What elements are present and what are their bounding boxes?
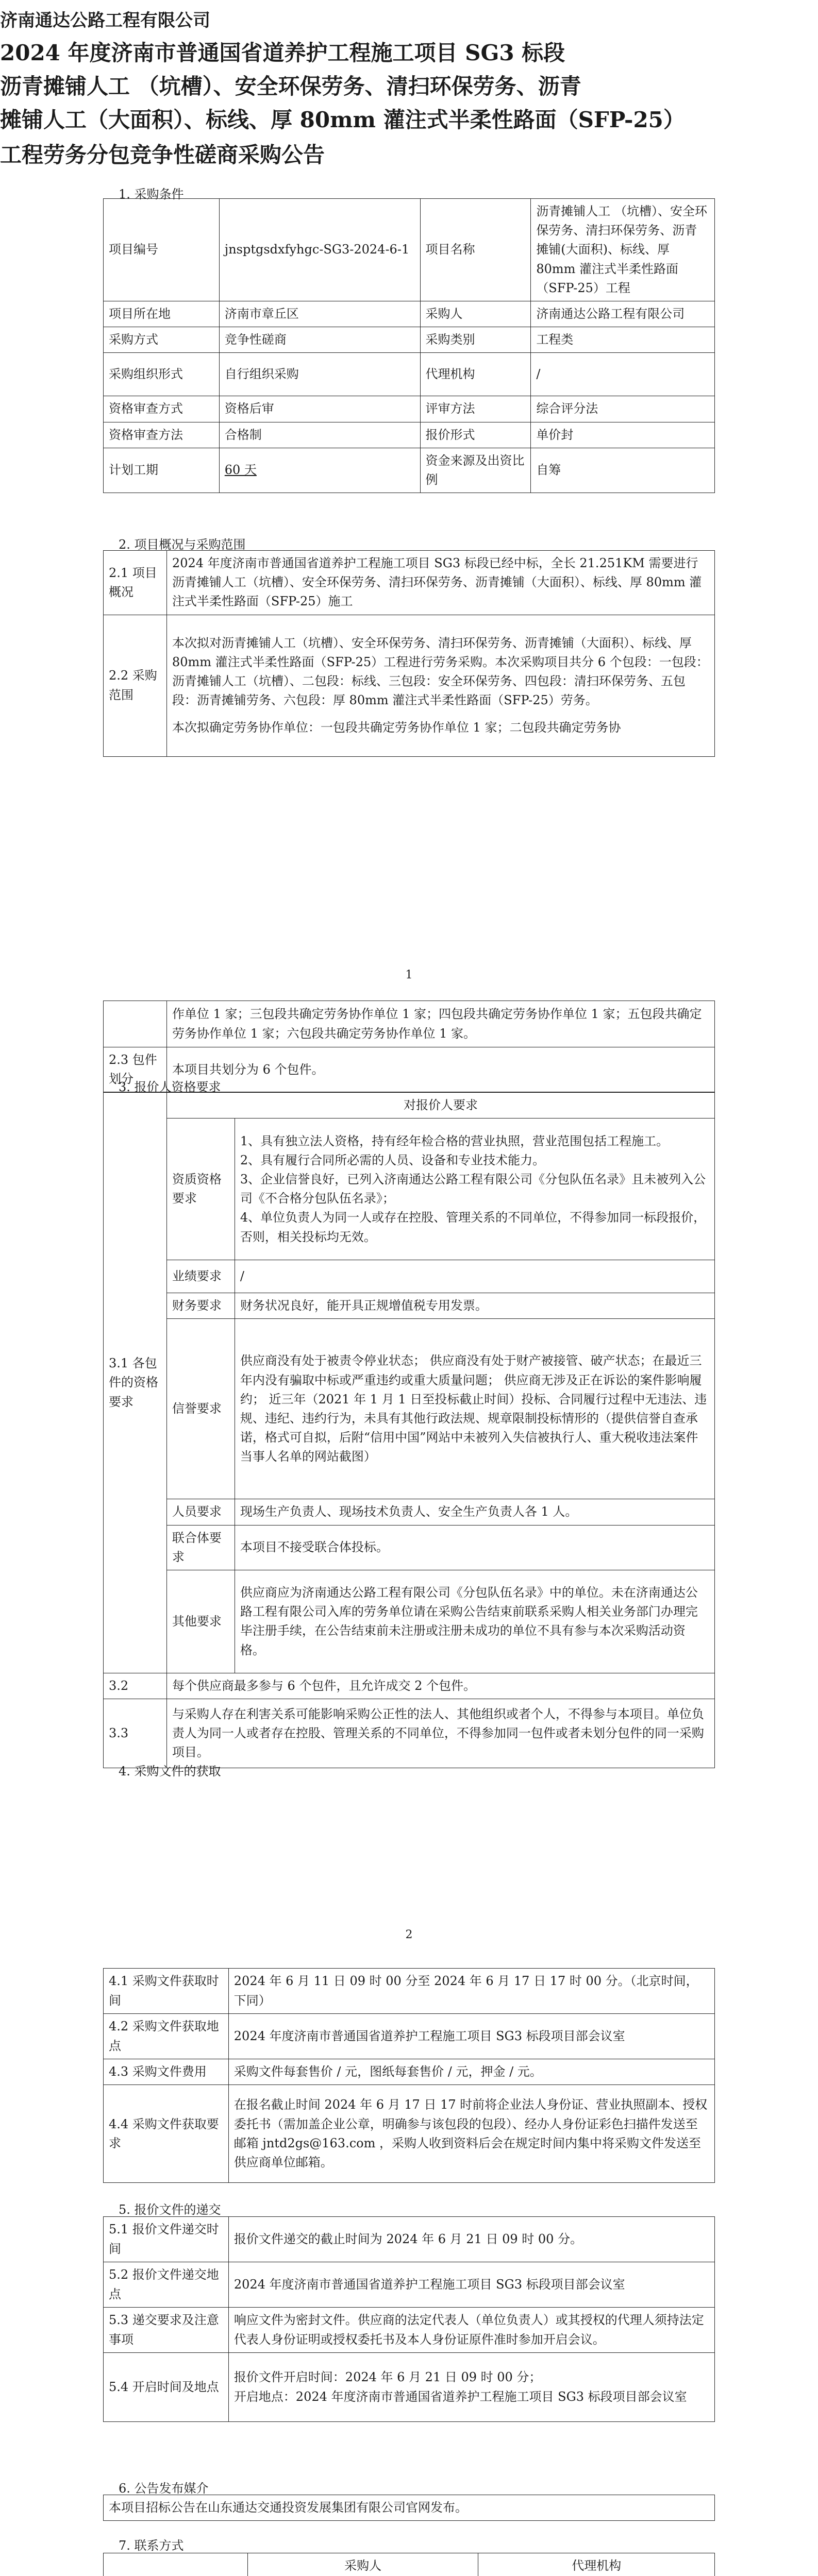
scope-text: 本次拟对沥青摊铺人工（坑槽）、安全环保劳务、清扫环保劳务、沥青摊铺（大面积）、标线、厚 80mm 灌注式半柔性路面（SFP-25）工程进行劳务采购。本次采购项目共分 6 个包段：一包段： 沥青摊铺人工（坑槽）、二包段：标线、三包段：安全环保劳务、四包段：清扫环保劳务、五包段：沥青摊铺劳务、六包段：厚 80mm 灌注式半柔性路面（SFP-25）劳务。 xyxy=(172,635,709,708)
label-opening: 5.4 开启时间及地点 xyxy=(104,2353,229,2422)
value-method: 竞争性磋商 xyxy=(219,327,420,353)
label-sub-req: 5.3 递交要求及注意事项 xyxy=(104,2308,229,2353)
license-item-3: 3、企业信誉良好，已列入济南通达公路工程有限公司《分包队伍名录》且未被列入公司《不合格分包队伍名录》； xyxy=(240,1172,706,1206)
label-location: 项目所在地 xyxy=(104,301,220,327)
label-performance: 业绩要求 xyxy=(166,1260,235,1293)
value-sub-place: 2024 年度济南市普通国省道养护工程施工项目 SG3 标段项目部会议室 xyxy=(228,2262,714,2308)
value-credit: 供应商没有处于被责令停业状态； 供应商没有处于财产被接管、破产状态；在最近三年内没有骗取中标或严重违约或重大质量问题； 供应商无涉及正在诉讼的案件影响履约； 近三年（2021 年 1 月 1 日至投标截止时间）投标、合同履行过程中无违法、违规、违纪、违约行为，未具有其他行政法规、规章限制投标情形的（提供信誉自查承诺，格式可自拟，后附“信用中国”网站中未被列入失信被执行人、重大税收违法案件当事人名单的网站截图） xyxy=(235,1319,714,1499)
label-lot-qualification: 3.1 各包件的资格要求 xyxy=(104,1093,167,1673)
label-purchaser: 采购人 xyxy=(420,301,531,327)
label-credit: 信誉要求 xyxy=(166,1319,235,1499)
label-funding: 资金来源及出资比例 xyxy=(420,448,531,493)
value-org-form: 自行组织采购 xyxy=(219,353,420,396)
opening-place: 开启地点：2024 年度济南市普通国省道养护工程施工项目 SG3 标段项目部会议室 xyxy=(233,2389,687,2404)
title-line-3: 摊铺人工（大面积）、标线、厚 80mm 灌注式半柔性路面（SFP-25） xyxy=(0,107,685,132)
value-eval-method: 综合评分法 xyxy=(531,396,715,422)
company-name: 济南通达公路工程有限公司 xyxy=(0,10,210,31)
value-staff: 现场生产负责人、现场技术负责人、安全生产负责人各 1 人。 xyxy=(235,1499,714,1525)
section-5-title: 5. 报价文件的递交 xyxy=(119,2202,221,2217)
value-agency: / xyxy=(531,353,715,396)
value-purchaser: 济南通达公路工程有限公司 xyxy=(531,301,715,327)
scope-continued-value: 作单位 1 家；三包段共确定劳务协作单位 1 家；四包段共确定劳务协作单位 1 家；五包段共确定劳务协作单位 1 家；六包段共确定劳务协作单位 1 家。 xyxy=(166,1001,714,1047)
label-acq-time: 4.1 采购文件获取时间 xyxy=(104,1969,229,2014)
value-3-3: 与采购人存在利害关系可能影响采购公正性的法人、其他组织或者个人，不得参与本项目。单位负责人为同一人或者存在控股、管理关系的不同单位，不得参加同一包件或者未划分包件的同一采购项目。 xyxy=(166,1699,714,1768)
value-lots: 本项目共划分为 6 个包件。 xyxy=(166,1047,714,1092)
value-review-mode: 资格后审 xyxy=(219,396,420,422)
procurement-conditions-table xyxy=(103,198,715,493)
label-sub-place: 5.2 报价文件递交地点 xyxy=(104,2262,229,2308)
project-overview-table xyxy=(103,550,715,757)
submission-table xyxy=(103,2216,715,2422)
value-review-method: 合格制 xyxy=(219,422,420,448)
value-project-code: jnsptgsdxfyhgc-SG3-2024-6-1 xyxy=(219,199,420,301)
section-2-title: 2. 项目概况与采购范围 xyxy=(119,537,246,552)
label-3-3: 3.3 xyxy=(104,1699,167,1768)
opening-time: 报价文件开启时间：2024 年 6 月 21 日 09 时 00 分； xyxy=(233,2370,542,2385)
label-finance: 财务要求 xyxy=(166,1293,235,1319)
contact-table xyxy=(103,2553,715,2576)
label-license: 资质资格要求 xyxy=(166,1118,235,1260)
value-location: 济南市章丘区 xyxy=(219,301,420,327)
scope-continued-blank xyxy=(104,1001,167,1047)
value-opening xyxy=(228,2353,714,2422)
value-duration: 60 天 xyxy=(219,448,420,493)
title-line-2: 沥青摊铺人工 （坑槽）、安全环保劳务、清扫环保劳务、沥青 xyxy=(0,74,581,99)
value-acq-req: 在报名截止时间 2024 年 6 月 17 日 17 时前将企业法人身份证、营业执照副本、授权委托书（需加盖企业公章，明确参与该包段的包段）、经办人身份证彩色扫描件发送至邮箱 jntd2gs@163.com ，采购人收到资料后会在规定时间内集中将采购文件发送至供应商单位邮箱。 xyxy=(228,2085,714,2183)
label-duration: 计划工期 xyxy=(104,448,220,493)
label-eval-method: 评审方法 xyxy=(420,396,531,422)
section-6-title: 6. 公告发布媒介 xyxy=(119,2481,209,2496)
value-license xyxy=(235,1118,714,1260)
label-method: 采购方式 xyxy=(104,327,220,353)
value-other: 供应商应为济南通达公路工程有限公司《分包队伍名录》中的单位。未在济南通达公路工程有限公司入库的劳务单位请在采购公告结束前联系采购人相关业务部门办理完毕注册手续，在公告结束前未注册或注册未成功的单位不具有参与本次采购活动资格。 xyxy=(235,1570,714,1673)
scope-units-text: 本次拟确定劳务协作单位：一包段共确定劳务协作单位 1 家；二包段共确定劳务协 xyxy=(172,720,621,735)
label-acq-req: 4.4 采购文件获取要求 xyxy=(104,2085,229,2183)
value-acq-time: 2024 年 6 月 11 日 09 时 00 分至 2024 年 6 月 17 日 17 时 00 分。（北京时间，下同） xyxy=(228,1969,714,2014)
page-number-2: 2 xyxy=(405,1928,413,1941)
requirements-header: 对报价人要求 xyxy=(166,1093,714,1118)
value-finance: 财务状况良好，能开具正规增值税专用发票。 xyxy=(235,1293,714,1319)
value-scope xyxy=(166,615,714,756)
value-sub-time: 报价文件递交的截止时间为 2024 年 6 月 21 日 09 时 00 分。 xyxy=(228,2217,714,2262)
title-line-4: 工程劳务分包竞争性磋商采购公告 xyxy=(0,142,325,167)
label-org-form: 采购组织形式 xyxy=(104,353,220,396)
value-category: 工程类 xyxy=(531,327,715,353)
label-agency: 代理机构 xyxy=(420,353,531,396)
label-review-method: 资格审查方法 xyxy=(104,422,220,448)
contact-header-blank xyxy=(104,2553,248,2576)
label-acq-place: 4.2 采购文件获取地点 xyxy=(104,2014,229,2059)
title-line-1: 2024 年度济南市普通国省道养护工程施工项目 SG3 标段 xyxy=(0,40,565,65)
value-overview: 2024 年度济南市普通国省道养护工程施工项目 SG3 标段已经中标，全长 21.251KM 需要进行沥青摊铺人工（坑槽）、安全环保劳务、清扫环保劳务、沥青摊铺（大面积）、标线、厚 80mm 灌注式半柔性路面（SFP-25）施工 xyxy=(166,551,714,615)
label-other: 其他要求 xyxy=(166,1570,235,1673)
contact-header-purchaser: 采购人 xyxy=(247,2553,478,2576)
label-staff: 人员要求 xyxy=(166,1499,235,1525)
value-quote-form: 单价封 xyxy=(531,422,715,448)
label-category: 采购类别 xyxy=(420,327,531,353)
qualification-table xyxy=(103,1092,715,1768)
section-7-title: 7. 联系方式 xyxy=(119,2538,184,2553)
label-scope: 2.2 采购范围 xyxy=(104,615,167,756)
label-review-mode: 资格审查方式 xyxy=(104,396,220,422)
label-joint: 联合体要求 xyxy=(166,1525,235,1570)
label-project-code: 项目编号 xyxy=(104,199,220,301)
value-acq-fee: 采购文件每套售价 / 元，图纸每套售价 / 元，押金 / 元。 xyxy=(228,2059,714,2085)
value-funding: 自筹 xyxy=(531,448,715,493)
label-acq-fee: 4.3 采购文件费用 xyxy=(104,2059,229,2085)
value-sub-req: 响应文件为密封文件。供应商的法定代表人（单位负责人）或其授权的代理人须持法定代表人身份证明或授权委托书及本人身份证原件准时参加开启会议。 xyxy=(228,2308,714,2353)
value-media: 本项目招标公告在山东通达交通投资发展集团有限公司官网发布。 xyxy=(104,2495,715,2521)
label-3-2: 3.2 xyxy=(104,1673,167,1699)
value-performance: / xyxy=(235,1260,714,1293)
contact-header-agency: 代理机构 xyxy=(478,2553,715,2576)
license-item-4: 4、单位负责人为同一人或存在控股、管理关系的不同单位，不得参加同一标段报价，否则，相关投标均无效。 xyxy=(240,1210,706,1244)
media-table xyxy=(103,2495,715,2521)
document-acquisition-table xyxy=(103,1968,715,2183)
section-3-title: 3. 报价人资格要求 xyxy=(119,1080,221,1094)
section-4-title: 4. 采购文件的获取 xyxy=(119,1764,221,1778)
page-number-1: 1 xyxy=(405,969,413,981)
label-project-name: 项目名称 xyxy=(420,199,531,301)
value-project-name: 沥青摊铺人工 （坑槽）、安全环保劳务、清扫环保劳务、沥青摊铺(大面积)、标线、厚 80mm 灌注式半柔性路面（SFP-25）工程 xyxy=(531,199,715,301)
value-joint: 本项目不接受联合体投标。 xyxy=(235,1525,714,1570)
section-1-title: 1. 采购条件 xyxy=(119,187,184,201)
value-acq-place: 2024 年度济南市普通国省道养护工程施工项目 SG3 标段项目部会议室 xyxy=(228,2014,714,2059)
license-item-1: 1、具有独立法人资格，持有经年检合格的营业执照，营业范围包括工程施工。 xyxy=(240,1133,669,1148)
label-overview: 2.1 项目概况 xyxy=(104,551,167,615)
license-item-2: 2、具有履行合同所必需的人员、设备和专业技术能力。 xyxy=(240,1153,545,1167)
label-lots: 2.3 包件划分 xyxy=(104,1047,167,1092)
label-quote-form: 报价形式 xyxy=(420,422,531,448)
label-sub-time: 5.1 报价文件递交时间 xyxy=(104,2217,229,2262)
value-3-2: 每个供应商最多参与 6 个包件，且允许成交 2 个包件。 xyxy=(166,1673,714,1699)
